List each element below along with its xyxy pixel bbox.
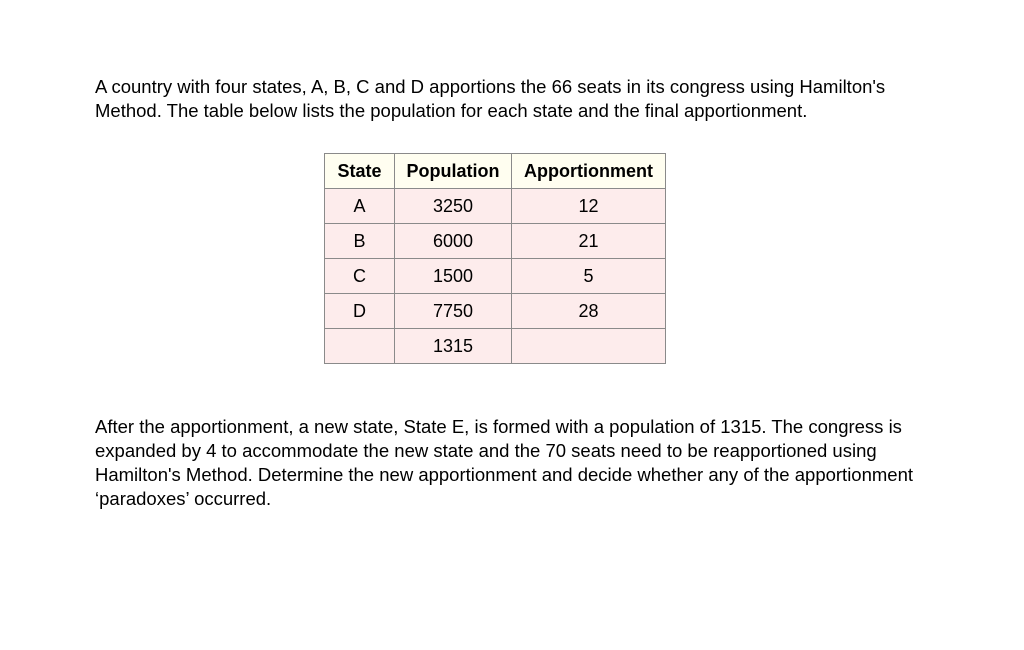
cell-state <box>325 329 395 364</box>
cell-population: 7750 <box>395 294 512 329</box>
cell-apportionment: 21 <box>512 224 666 259</box>
question-paragraph: After the apportionment, a new state, State E, is formed with a population of 1315. The congress is expanded by 4 to accommodate the new state and the 70 seats need to be reapportioned using Hamilton's Method. Determine the new apportionment and decide whether any of the apportionment ‘paradoxes’ occurred. <box>95 416 914 509</box>
table-row-new-state <box>325 329 666 364</box>
header-state: State <box>325 154 395 189</box>
intro-paragraph: A country with four states, A, B, C and D apportions the 66 seats in its congress using Hamilton's Method. The table below lists the population for each state and the final apportionment. <box>95 76 886 121</box>
table-row <box>325 259 666 294</box>
header-population: Population <box>395 154 512 189</box>
table-row <box>325 224 666 259</box>
cell-state: C <box>325 259 395 294</box>
header-apportionment: Apportionment <box>512 154 666 189</box>
cell-state: A <box>325 189 395 224</box>
cell-population: 1315 <box>395 329 512 364</box>
cell-apportionment <box>512 329 666 364</box>
table-row <box>325 189 666 224</box>
table-header-row <box>325 154 666 189</box>
cell-state: B <box>325 224 395 259</box>
cell-population: 1500 <box>395 259 512 294</box>
cell-apportionment: 28 <box>512 294 666 329</box>
cell-population: 6000 <box>395 224 512 259</box>
apportionment-table <box>324 153 666 364</box>
table-row <box>325 294 666 329</box>
cell-apportionment: 5 <box>512 259 666 294</box>
cell-population: 3250 <box>395 189 512 224</box>
cell-state: D <box>325 294 395 329</box>
cell-apportionment: 12 <box>512 189 666 224</box>
